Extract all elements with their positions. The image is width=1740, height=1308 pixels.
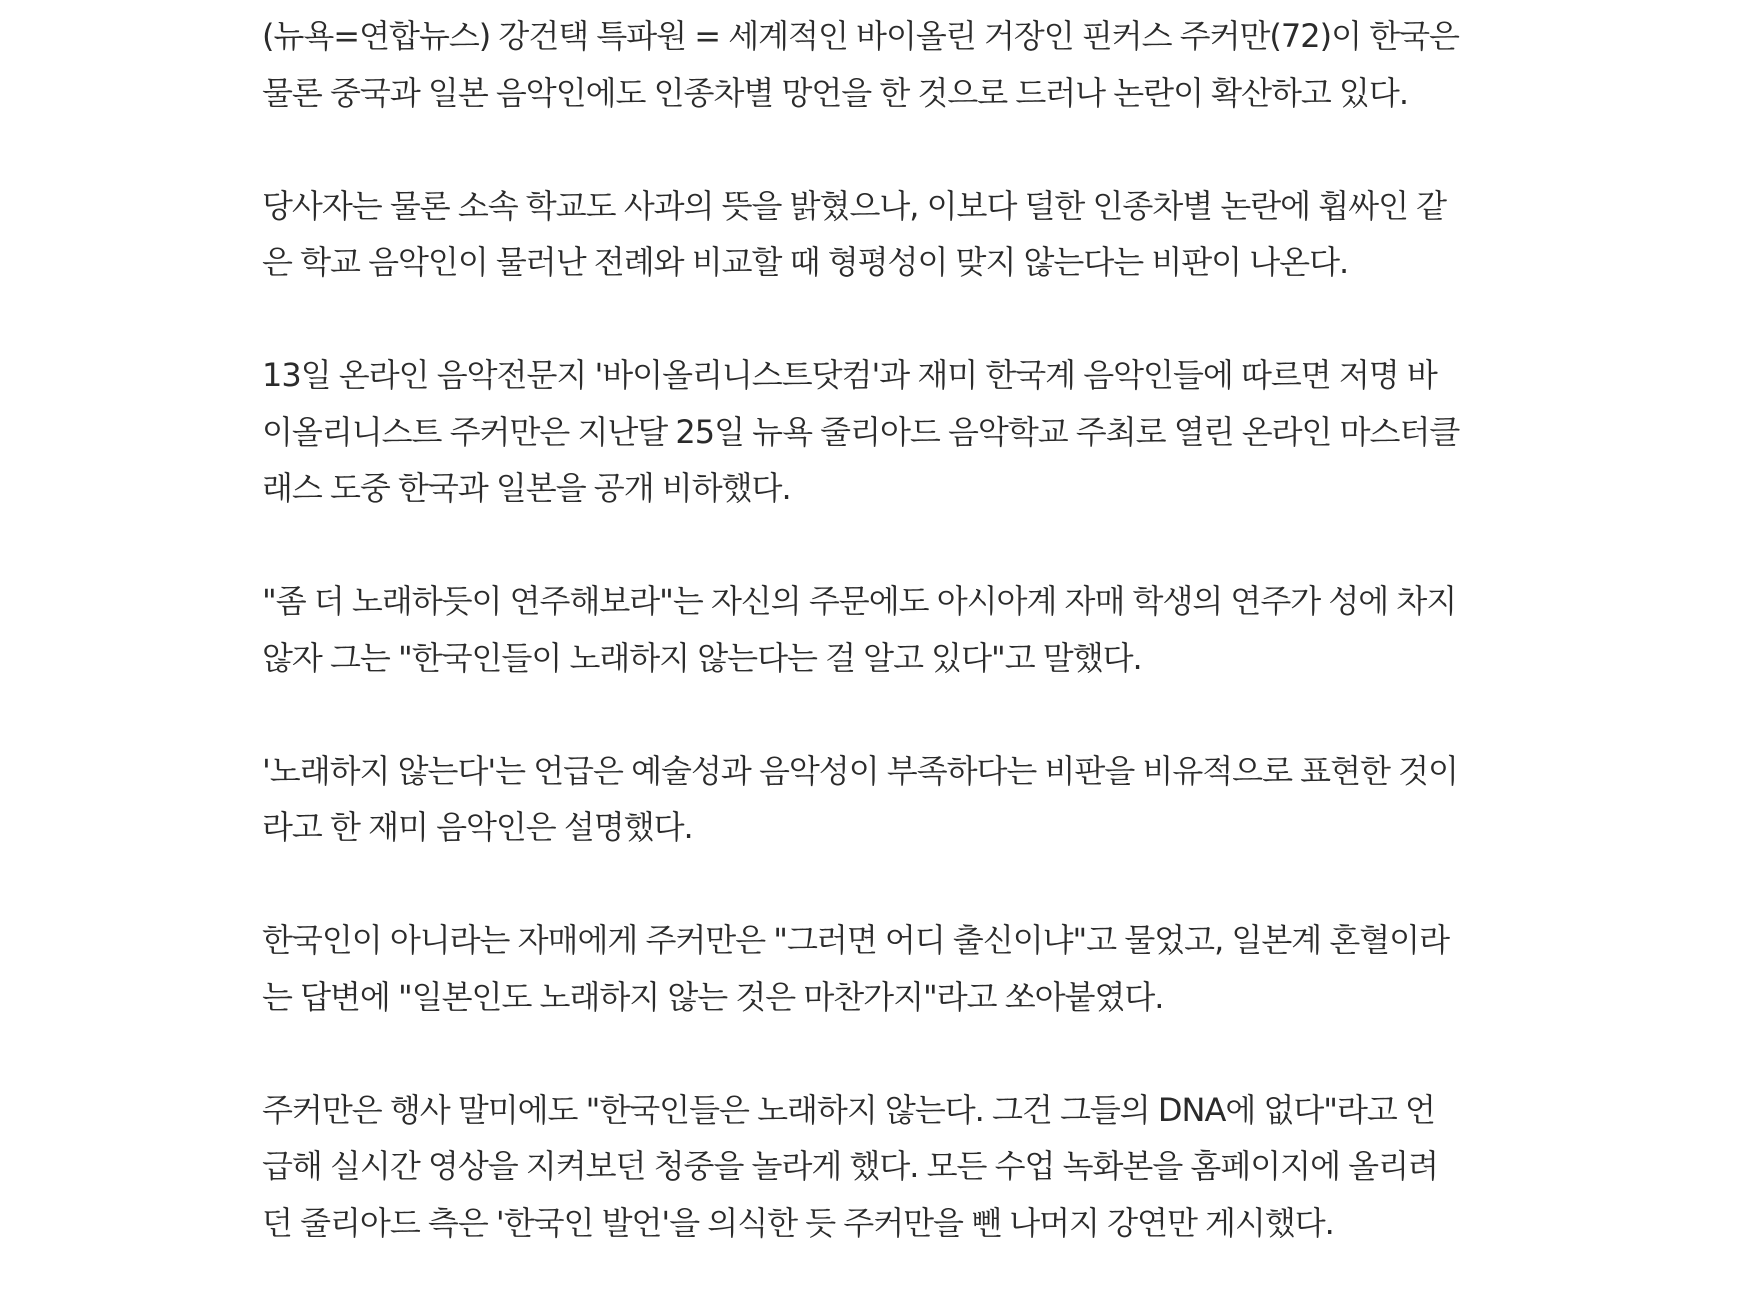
- paragraph-line: (뉴욕=연합뉴스) 강건택 특파원 = 세계적인 바이올린 거장인 핀커스 주커만(72)이 한국은: [262, 17, 1459, 55]
- paragraph-line: 는 답변에 "일본인도 노래하지 않는 것은 마찬가지"라고 쏘아붙였다.: [262, 977, 1164, 1016]
- paragraph-line: "좀 더 노래하듯이 연주해보라"는 자신의 주문에도 아시아계 자매 학생의 연주가 성에 차지: [262, 582, 1457, 620]
- paragraph-line: 이올리니스트 주커만은 지난달 25일 뉴욕 줄리아드 음악학교 주최로 열린 온라인 마스터클: [262, 412, 1460, 451]
- paragraph-line: 던 줄리아드 측은 '한국인 발언'을 의식한 듯 주커만을 뺀 나머지 강연만 게시했다.: [262, 1203, 1334, 1242]
- paragraph-line: 한국인이 아니라는 자매에게 주커만은 "그러면 어디 출신이냐"고 물었고, 일본계 혼혈이라: [262, 921, 1449, 959]
- paragraph-line: 주커만은 행사 말미에도 "한국인들은 노래하지 않는다. 그건 그들의 DNA에 없다"라고 언: [262, 1090, 1435, 1129]
- paragraph-line: 은 학교 음악인이 물러난 전례와 비교할 때 형평성이 맞지 않는다는 비판이 나온다.: [262, 243, 1349, 281]
- article-paragraph-2: [262, 178, 1512, 291]
- paragraph-line: '노래하지 않는다'는 언급은 예술성과 음악성이 부족하다는 비판을 비유적으로 표현한 것이: [262, 751, 1458, 790]
- paragraph-line: 급해 실시간 영상을 지켜보던 청중을 놀라게 했다. 모든 수업 녹화본을 홈페이지에 올리려: [262, 1147, 1438, 1185]
- paragraph-line: 당사자는 물론 소속 학교도 사과의 뜻을 밝혔으나, 이보다 덜한 인종차별 논란에 휩싸인 같: [262, 186, 1447, 225]
- paragraph-line: 라고 한 재미 음악인은 설명했다.: [262, 808, 693, 846]
- paragraph-line: 물론 중국과 일본 음악인에도 인종차별 망언을 한 것으로 드러나 논란이 확산하고 있다.: [262, 73, 1408, 112]
- paragraph-line: 13일 온라인 음악전문지 '바이올리니스트닷컴'과 재미 한국계 음악인들에 따르면 저명 바: [262, 356, 1437, 394]
- article-paragraph-1: [262, 8, 1512, 121]
- article-paragraph-4: [262, 573, 1512, 686]
- article-paragraph-3: [262, 347, 1512, 517]
- article-body: [262, 8, 1512, 1308]
- paragraph-line: 래스 도중 한국과 일본을 공개 비하했다.: [262, 469, 791, 507]
- article-paragraph-6: [262, 912, 1512, 1025]
- article-paragraph-7: [262, 1082, 1512, 1252]
- paragraph-line: 않자 그는 "한국인들이 노래하지 않는다는 걸 알고 있다"고 말했다.: [262, 638, 1142, 677]
- article-paragraph-5: [262, 743, 1512, 856]
